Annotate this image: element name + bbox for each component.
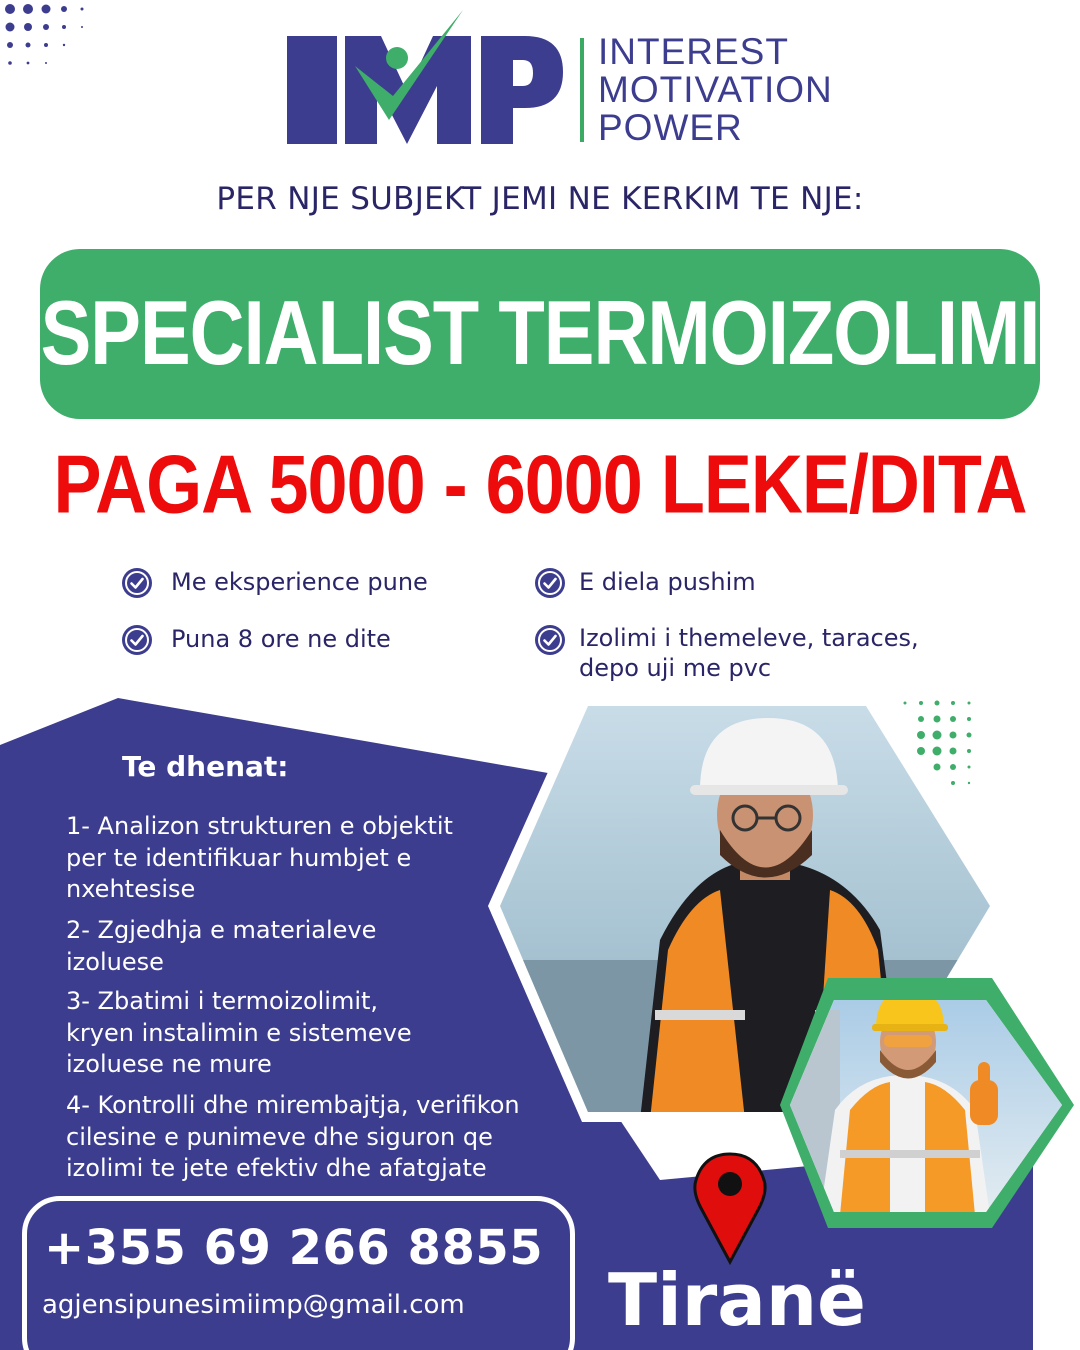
detail-item-line: kryen instalimin e sistemeve (66, 1018, 412, 1047)
detail-item-line: 1- Analizon strukturen e objektit (66, 812, 453, 840)
city-name: Tiranë (608, 1258, 866, 1342)
logo-word-power: POWER (598, 107, 743, 148)
detail-item (66, 986, 626, 1081)
email-address[interactable]: agjensipunesimiimp@gmail.com (42, 1290, 465, 1320)
detail-item-line: 3- Zbatimi i termoizolimit, (66, 987, 379, 1015)
detail-item-line: per te identifikuar humbjet e (66, 843, 412, 872)
benefit-item: Puna 8 ore ne dite (171, 625, 391, 653)
benefit-item-line: Izolimi i themeleve, taraces, (579, 624, 919, 652)
intro-text: PER NJE SUBJEKT JEMI NE KERKIM TE NJE: (216, 181, 864, 217)
detail-item-line: nxehtesise (66, 875, 196, 903)
detail-item-line: 2- Zgjedhja e materialeve (66, 916, 377, 944)
map-pin-icon (690, 1150, 770, 1265)
logo-word-interest: INTEREST (598, 31, 789, 72)
details-heading: Te dhenat: (122, 750, 289, 783)
detail-item (66, 1090, 646, 1185)
detail-item-line: 4- Kontrolli dhe mirembajtja, verifikon (66, 1091, 520, 1119)
phone-number[interactable]: +355 69 266 8855 (44, 1220, 544, 1276)
job-title: SPECIALIST TERMOIZOLIMI (40, 282, 1040, 385)
detail-item-line: cilesine e punimeve dhe siguron qe (66, 1122, 493, 1151)
benefit-item-line: depo uji me pvc (579, 654, 772, 682)
detail-item (66, 915, 626, 978)
logo-word-motivation: MOTIVATION (598, 69, 833, 110)
detail-item (66, 811, 626, 906)
benefit-item: Me eksperience pune (171, 568, 428, 596)
salary-text: PAGA 5000 - 6000 LEKE/DITA (53, 439, 1027, 531)
benefit-item: E diela pushim (579, 568, 756, 596)
detail-item-line: izoluese ne mure (66, 1050, 272, 1078)
detail-item-line: izolimi te jete efektiv dhe afatgjate (66, 1154, 487, 1182)
detail-item-line: izoluese (66, 947, 164, 976)
dots-pattern-icon (895, 695, 985, 795)
